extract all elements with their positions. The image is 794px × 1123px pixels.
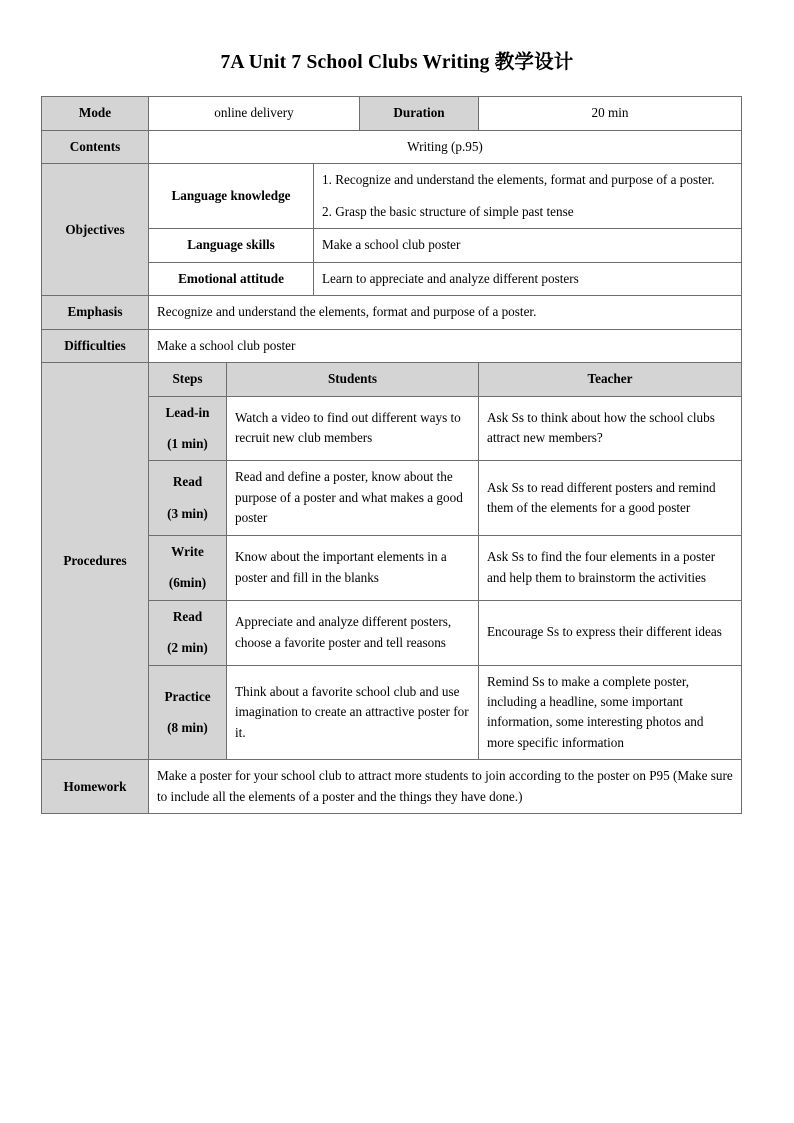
cell-step-label-lead-in (149, 396, 227, 461)
step-duration: (2 min) (167, 640, 208, 656)
step-duration: (1 min) (167, 435, 208, 451)
cell-duration-label: Duration (360, 97, 479, 130)
cell-step-teacher-practice: Remind Ss to make a complete poster, including a headline, some important information, some interesting photos and more specific information (479, 665, 742, 760)
cell-step-teacher-read-2: Encourage Ss to express their different ideas (479, 600, 742, 665)
cell-step-students-practice: Think about a favorite school club and use imagination to create an attractive poster for it. (227, 665, 479, 760)
cell-objectives-sub-language-skills: Language skills (149, 229, 314, 262)
cell-step-label-read-2 (149, 600, 227, 665)
cell-difficulties-value: Make a school club poster (149, 329, 742, 362)
cell-duration-value: 20 min (479, 97, 742, 130)
cell-step-students-write: Know about the important elements in a poster and fill in the blanks (227, 535, 479, 600)
cell-contents-label: Contents (42, 130, 149, 163)
cell-procedures-header-students: Students (227, 363, 479, 396)
cell-step-teacher-lead-in: Ask Ss to think about how the school clubs attract new members? (479, 396, 742, 461)
cell-emphasis-label: Emphasis (42, 296, 149, 329)
step-duration: (6min) (168, 575, 207, 591)
step-duration: (8 min) (167, 719, 208, 735)
cell-procedures-label: Procedures (42, 363, 149, 760)
cell-homework-value: Make a poster for your school club to attract more students to join according to the poster on P95 (Make sure to include all the elements of a poster and the things they have done.) (149, 760, 742, 814)
cell-objectives-label: Objectives (42, 164, 149, 296)
cell-step-label-write (149, 535, 227, 600)
cell-objectives-value-language-skills: Make a school club poster (314, 229, 742, 262)
cell-difficulties-label: Difficulties (42, 329, 149, 362)
cell-objectives-sub-emotional-attitude: Emotional attitude (149, 262, 314, 295)
cell-contents-value: Writing (p.95) (149, 130, 742, 163)
cell-objectives-value-emotional-attitude: Learn to appreciate and analyze different posters (314, 262, 742, 295)
lesson-plan-table (41, 96, 742, 814)
cell-objectives-sub-language-knowledge: Language knowledge (149, 164, 314, 229)
cell-mode-label: Mode (42, 97, 149, 130)
step-name: Read (172, 608, 203, 624)
step-duration: (3 min) (167, 505, 208, 521)
cell-step-label-read-1 (149, 461, 227, 535)
cell-procedures-header-teacher: Teacher (479, 363, 742, 396)
cell-step-students-read-2: Appreciate and analyze different posters, choose a favorite poster and tell reasons (227, 600, 479, 665)
table-row-difficulties (42, 329, 742, 362)
cell-step-label-practice (149, 665, 227, 760)
cell-step-teacher-read-1: Ask Ss to read different posters and remind them of the elements for a good poster (479, 461, 742, 535)
cell-procedures-header-steps: Steps (149, 363, 227, 396)
cell-objectives-value-language-knowledge (314, 164, 742, 229)
table-row-contents (42, 130, 742, 163)
table-row-emphasis (42, 296, 742, 329)
objective-line: 2. Grasp the basic structure of simple past tense (322, 203, 574, 219)
table-row-homework (42, 760, 742, 814)
step-name: Read (172, 474, 203, 490)
cell-step-students-read-1: Read and define a poster, know about the purpose of a poster and what makes a good poster (227, 461, 479, 535)
cell-step-teacher-write: Ask Ss to find the four elements in a poster and help them to brainstorm the activities (479, 535, 742, 600)
cell-emphasis-value: Recognize and understand the elements, format and purpose of a poster. (149, 296, 742, 329)
objective-line: 1. Recognize and understand the elements, format and purpose of a poster. (322, 172, 715, 188)
step-name: Write (171, 543, 204, 559)
table-row-procedures-header (42, 363, 742, 396)
page-title: 7A Unit 7 School Clubs Writing 教学设计 (220, 52, 574, 73)
cell-homework-label: Homework (42, 760, 149, 814)
cell-step-students-lead-in: Watch a video to find out different ways to recruit new club members (227, 396, 479, 461)
table-row-mode (42, 97, 742, 130)
step-name: Lead-in (165, 404, 210, 420)
step-name: Practice (164, 688, 211, 704)
table-row-objectives-knowledge (42, 164, 742, 229)
cell-mode-value: online delivery (149, 97, 360, 130)
